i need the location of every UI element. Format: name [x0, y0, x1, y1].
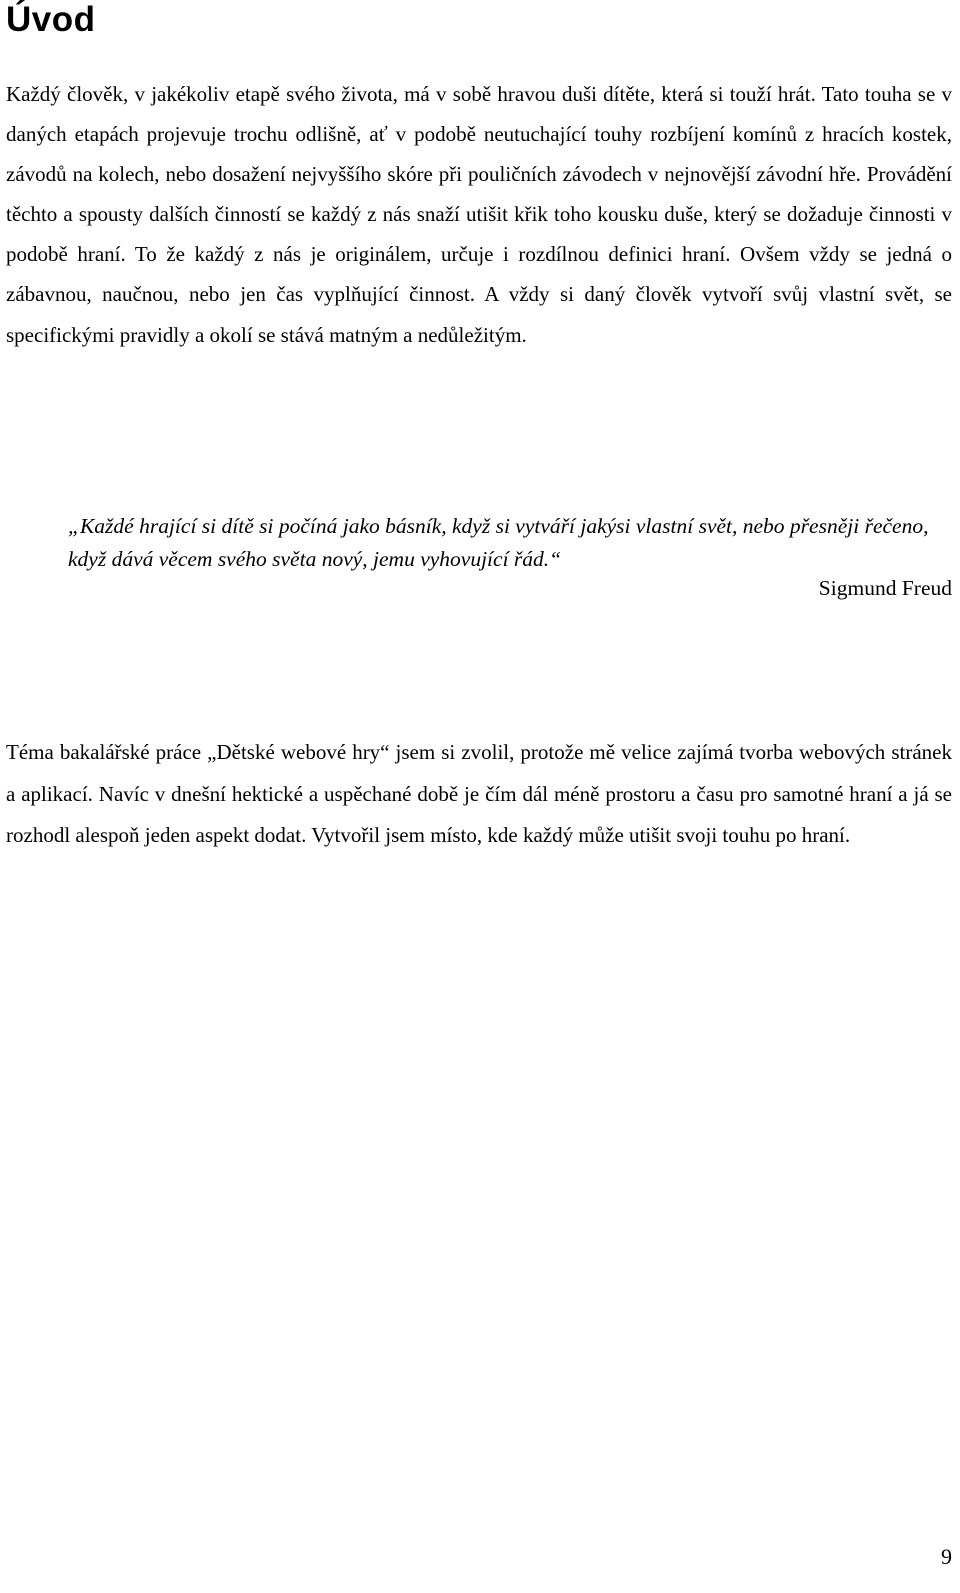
page-number: 9 [941, 1544, 952, 1569]
quote-text: „Každé hrající si dítě si počíná jako básník, když si vytváří jakýsi vlastní svět, nebo přesněji řečeno, když dává věcem svého světa nový, jemu vyhovující řád.“ [68, 514, 929, 571]
chapter-heading: Úvod [6, 0, 96, 39]
intro-paragraph: Každý člověk, v jakékoliv etapě svého života, má v sobě hravou duši dítěte, která si touží hrát. Tato touha se v daných etapách projevuje trochu odlišně, ať v podobě neutuchající touhy rozbíjení komínů z hracích kostek, závodů na kolech, nebo dosažení nejvyššího skóre při pouličních závodech v nejnovější závodní hře. Provádění těchto a spousty dalších činností se každý z nás snaží utišit křik toho kousku duše, který se dožaduje činnosti v podobě hraní. To že každý z nás je originálem, určuje i rozdílnou definici hraní. Ovšem vždy se jedná o zábavnou, naučnou, nebo jen čas vyplňující činnost. A vždy si daný člověk vytvoří svůj vlastní svět, se specifickými pravidly a okolí se stává matným a nedůležitým. [6, 82, 952, 347]
quote-author: Sigmund Freud [818, 576, 952, 600]
topic-paragraph: Téma bakalářské práce „Dětské webové hry“ jsem si zvolil, protože mě velice zajímá tvorba webových stránek a aplikací. Navíc v dnešní hektické a uspěchané době je čím dál méně prostoru a času pro samotné hraní a já se rozhodl alespoň jeden aspekt dodat. Vytvořil jsem místo, kde každý může utišit svoji touhu po hraní. [6, 740, 952, 847]
